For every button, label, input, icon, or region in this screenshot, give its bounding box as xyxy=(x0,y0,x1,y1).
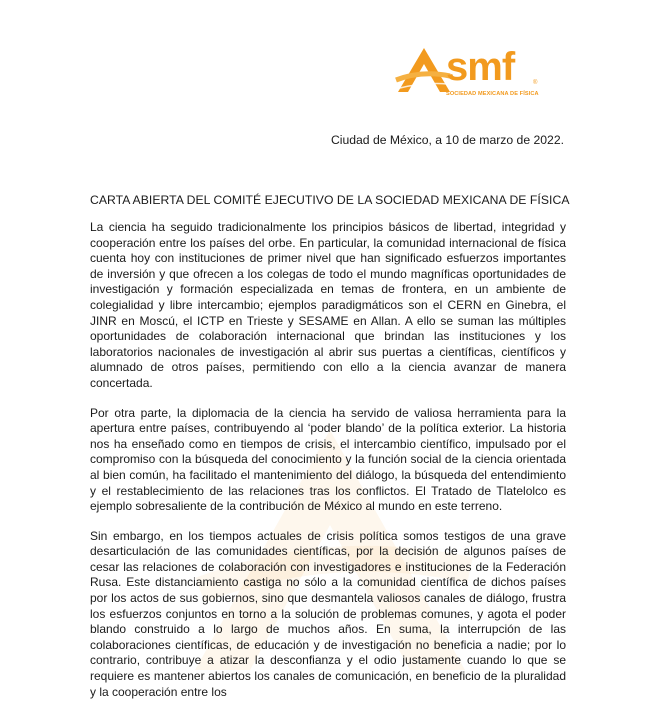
paragraph: La ciencia ha seguido tradicionalmente los principios básicos de libertad, integridad y cooperación entre los países del orbe. En particular, la comunidad internacional de física cuenta hoy con instituciones de primer nivel que han significado esfuerzos importantes de inversión y que ofrecen a los colegas de todo el mundo magníficas oportunidades de investigación y formación especializada en temas de frontera, en un ambiente de colegialidad y libre intercambio; ejemplos paradigmáticos son el CERN en Ginebra, el JINR en Moscú, el ICTP en Trieste y SESAME en Allan. A ello se suman las múltiples oportunidades de colaboración internacional que brindan las instituciones y los laboratorios nacionales de investigación al abrir sus puertas a científicas, científicos y alumnado de otros países, permitiendo con ello a la ciencia avanzar de manera concertada. xyxy=(90,220,566,390)
letter-title: CARTA ABIERTA DEL COMITÉ EJECUTIVO DE LA SOCIEDAD MEXICANA DE FÍSICA xyxy=(90,193,570,207)
smf-logo-mark-icon xyxy=(394,46,452,96)
paragraph: Sin embargo, en los tiempos actuales de crisis política somos testigos de una grave desarticulación de las comunidades científicas, por la decisión de algunos países de cesar las relaciones de colaboración con investigadores e instituciones de la Federación Rusa. Este distanciamiento castiga no sólo a la comunidad científica de dichos países por los actos de sus gobiernos, sino que desmantela valiosos canales de diálogo, frustra los esfuerzos conjuntos en torno a la solución de problemas comunes, y agota el poder blando construido a lo largo de muchos años. En suma, la interrupción de las colaboraciones científicas, de educación y de investigación no beneficia a nadie; por lo contrario, contribuye a atizar la desconfianza y el odio justamente cuando lo que se requiere es mantener abiertos los canales de comunicación, en beneficio de la pluralidad y la cooperación entre los xyxy=(90,528,566,699)
paragraph: Por otra parte, la diplomacia de la ciencia ha servido de valiosa herramienta para la apertura entre países, contribuyendo al ‘poder blando’ de la política exterior. La historia nos ha enseñado como en tiempos de crisis, el intercambio científico, impulsado por el compromiso con la búsqueda del conocimiento y la función social de la ciencia orientada al bien común, ha facilitado el mantenimiento del diálogo, la búsqueda del entendimiento y el restablecimiento de las relaciones tras los conflictos. El Tratado de Tlatelolco es ejemplo sobresaliente de la contribución de México al mundo en este terreno. xyxy=(90,405,566,514)
registered-mark: ® xyxy=(533,80,538,86)
place-and-date: Ciudad de México, a 10 de marzo de 2022. xyxy=(330,133,564,147)
logo-wordmark: smf xyxy=(446,45,515,89)
letter-body xyxy=(90,220,566,714)
logo-subtitle: SOCIEDAD MEXICANA DE FÍSICA xyxy=(446,91,539,97)
smf-logo xyxy=(394,44,544,104)
